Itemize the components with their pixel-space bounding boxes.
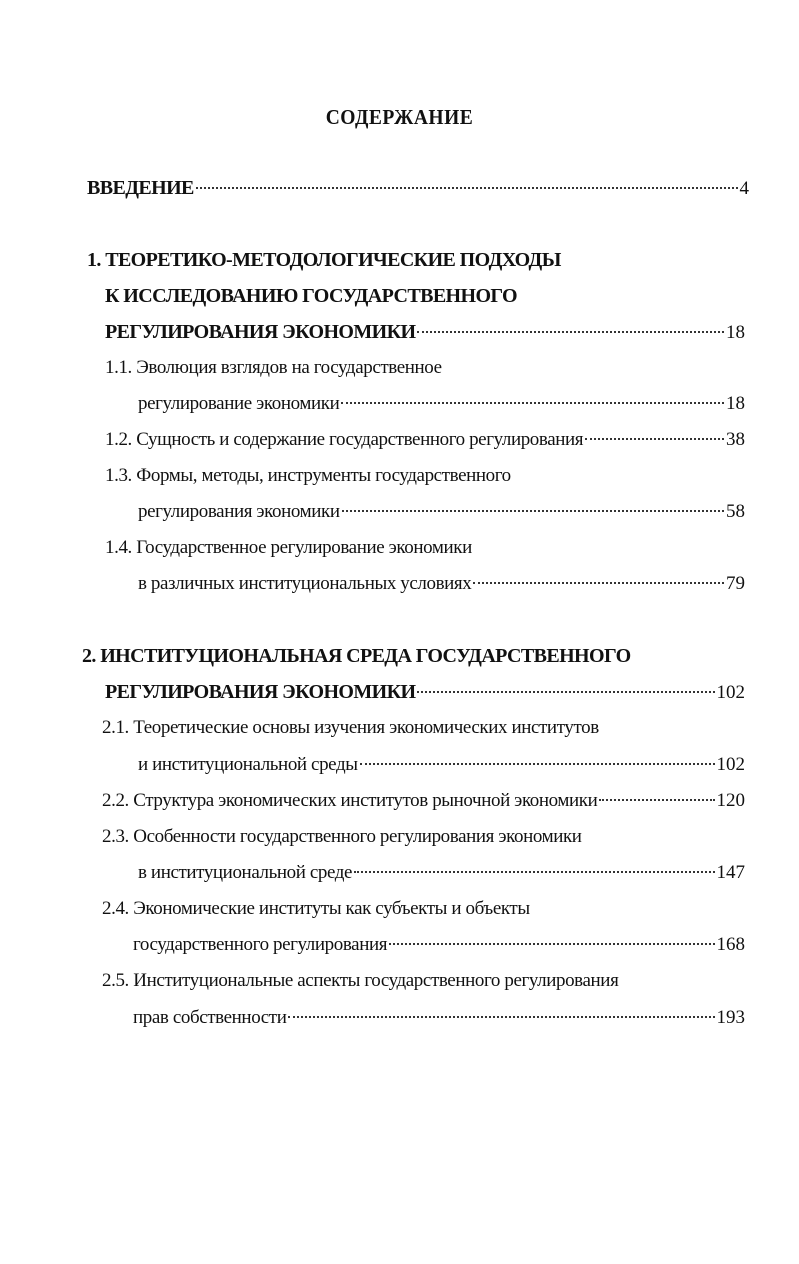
toc-entry-section-2-4: государственного регулирования 168 [133, 931, 745, 959]
toc-entry-section-2-5: прав собственности 193 [133, 1004, 745, 1032]
toc-entry-chapter-2: РЕГУЛИРОВАНИЯ ЭКОНОМИКИ 102 [105, 678, 745, 706]
dot-leader [341, 402, 724, 404]
chapter-1-heading-line-1: 1. ТЕОРЕТИКО-МЕТОДОЛОГИЧЕСКИЕ ПОДХОДЫ [87, 249, 561, 271]
dot-leader [288, 1016, 714, 1018]
chapter-1-heading-line-2: К ИССЛЕДОВАНИЮ ГОСУДАРСТВЕННОГО [105, 285, 518, 307]
toc-entry-section-1-4: в различных институциональных условиях 79 [138, 570, 745, 598]
toc-page-number: 102 [716, 754, 745, 775]
dot-leader [342, 510, 724, 512]
section-2-1-line-1: 2.1. Теоретические основы изучения экономических институтов [102, 717, 599, 738]
toc-entry-section-2-1: и институциональной среды 102 [138, 751, 745, 779]
toc-entry-chapter-1: РЕГУЛИРОВАНИЯ ЭКОНОМИКИ 18 [105, 318, 745, 346]
section-2-3-line-1: 2.3. Особенности государственного регулирования экономики [102, 826, 582, 847]
toc-entry-section-1-1: регулирование экономики 18 [138, 390, 745, 418]
toc-page-number: 38 [726, 429, 745, 450]
dot-leader [196, 187, 738, 189]
toc-page-number: 79 [726, 573, 745, 594]
toc-entry-section-2-3: в институциональной среде 147 [138, 859, 745, 887]
toc-page-number: 58 [726, 501, 745, 522]
dot-leader [599, 799, 714, 801]
dot-leader [354, 871, 714, 873]
section-1-1-line-1: 1.1. Эволюция взглядов на государственное [105, 357, 442, 378]
section-2-5-line-1: 2.5. Институциональные аспекты государственного регулирования [102, 970, 619, 991]
dot-leader [473, 582, 724, 584]
toc-page-number: 18 [726, 393, 745, 414]
toc-page-number: 4 [739, 178, 749, 199]
toc-page-number: 102 [716, 682, 745, 703]
toc-entry-intro [87, 174, 749, 202]
dot-leader [417, 691, 714, 693]
page-title: СОДЕРЖАНИЕ [325, 105, 474, 129]
toc-page-number: 193 [716, 1007, 745, 1028]
dot-leader [585, 438, 724, 440]
toc-page-number: 120 [716, 790, 745, 811]
toc-entry-section-2-2: 2.2. Структура экономических институтов рыночной экономики 120 [102, 787, 745, 815]
chapter-2-heading-line-1: 2. ИНСТИТУЦИОНАЛЬНАЯ СРЕДА ГОСУДАРСТВЕННОГО [82, 645, 631, 667]
section-1-4-line-1: 1.4. Государственное регулирование экономики [105, 537, 472, 558]
toc-page-number: 168 [716, 934, 745, 955]
toc-entry-section-1-2: 1.2. Сущность и содержание государственного регулирования 38 [105, 426, 745, 454]
toc-entry-section-1-3: регулирования экономики 58 [138, 498, 745, 526]
toc-entry-text: ВВЕДЕНИЕ [87, 177, 194, 199]
toc-page-number: 18 [726, 322, 745, 343]
section-1-3-line-1: 1.3. Формы, методы, инструменты государственного [105, 465, 511, 486]
toc-page-number: 147 [716, 862, 745, 883]
section-2-4-line-1: 2.4. Экономические институты как субъекты и объекты [102, 898, 530, 919]
dot-leader [360, 763, 715, 765]
dot-leader [417, 331, 724, 333]
dot-leader [389, 943, 714, 945]
